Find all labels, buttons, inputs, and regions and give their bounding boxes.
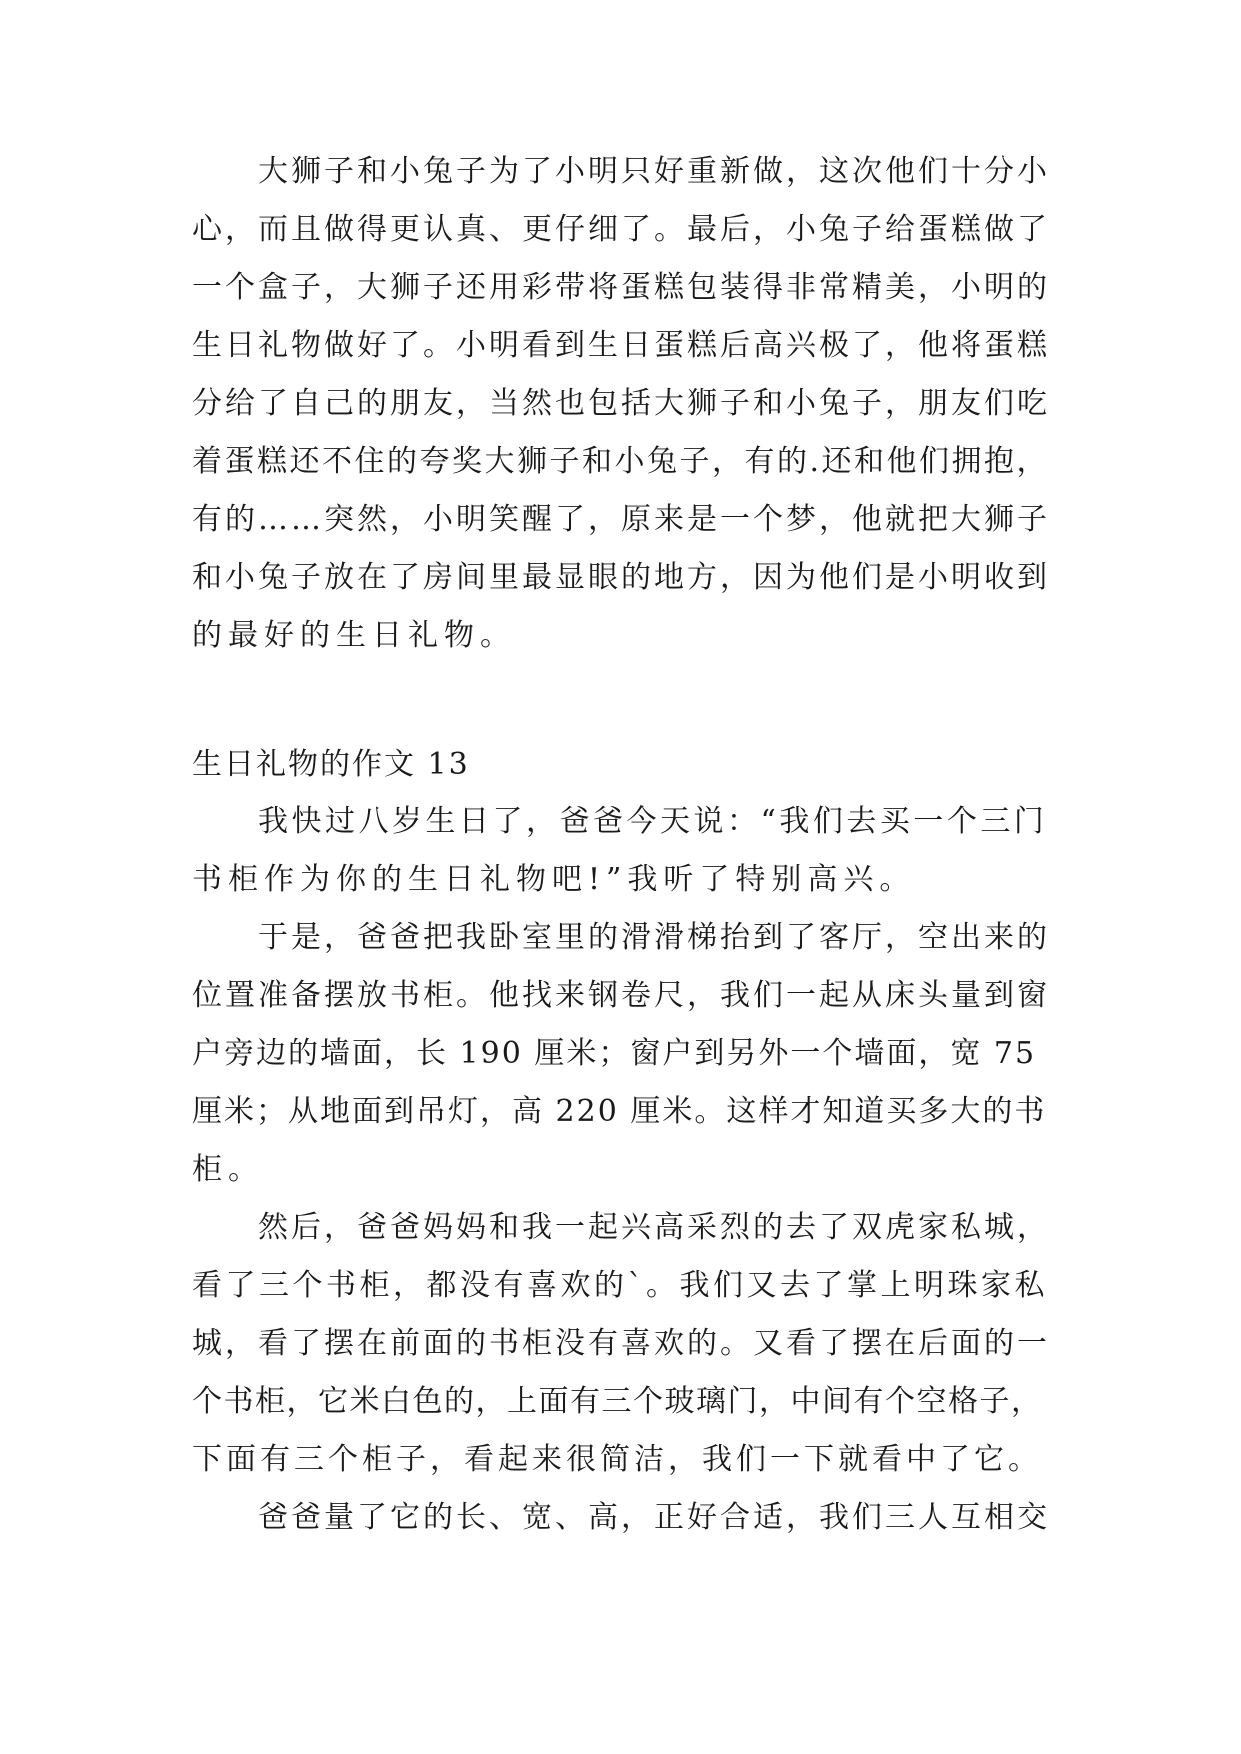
text-line: 看了三个书柜，都没有喜欢的`。我们又去了掌上明珠家私 (192, 1268, 1048, 1303)
text-line: 城，看了摆在前面的书柜没有喜欢的。又看了摆在后面的一 (192, 1326, 1050, 1361)
text-line: 户旁边的墙面，长 190 厘米；窗户到另外一个墙面，宽 75 (192, 1036, 1037, 1071)
text-line: 大狮子和小兔子为了小明只好重新做，这次他们十分小 (258, 154, 1050, 189)
text-line: 一个盒子，大狮子还用彩带将蛋糕包装得非常精美，小明的 (192, 270, 1050, 305)
text-line: 柜。 (192, 1152, 264, 1187)
text-line: 书柜作为你的生日礼物吧!”我听了特别高兴。 (192, 862, 916, 897)
text-line: 位置准备摆放书柜。他找来钢卷尺，我们一起从床头量到窗 (192, 978, 1050, 1013)
text-line: 爸爸量了它的长、宽、高，正好合适，我们三人互相交 (258, 1500, 1050, 1535)
text-line: 厘米；从地面到吊灯，高 220 厘米。这样才知道买多大的书 (192, 1094, 1047, 1129)
text-line: 个书柜，它米白色的，上面有三个玻璃门，中间有个空格子， (192, 1384, 1043, 1419)
text-line: 和小兔子放在了房间里最显眼的地方，因为他们是小明收到 (192, 560, 1050, 595)
text-line: 生日礼物做好了。小明看到生日蛋糕后高兴极了，他将蛋糕 (192, 328, 1050, 363)
text-line: 于是，爸爸把我卧室里的滑滑梯抬到了客厅，空出来的 (258, 920, 1050, 955)
text-line: 我快过八岁生日了，爸爸今天说：“我们去买一个三门 (258, 804, 1048, 839)
text-line: 的最好的生日礼物。 (192, 618, 516, 653)
text-line: 分给了自己的朋友，当然也包括大狮子和小兔子，朋友们吃 (192, 386, 1050, 421)
text-line: 然后，爸爸妈妈和我一起兴高采烈的去了双虎家私城， (258, 1210, 1050, 1245)
section-heading: 生日礼物的作文 13 (192, 747, 470, 782)
text-line: 着蛋糕还不住的夸奖大狮子和小兔子，有的.还和他们拥抱， (192, 444, 1050, 479)
text-line: 下面有三个柜子，看起来很简洁，我们一下就看中了它。 (192, 1442, 1042, 1477)
text-line: 心，而且做得更认真、更仔细了。最后，小兔子给蛋糕做了 (192, 212, 1050, 247)
text-line: 有的……突然，小明笑醒了，原来是一个梦，他就把大狮子 (192, 502, 1050, 537)
